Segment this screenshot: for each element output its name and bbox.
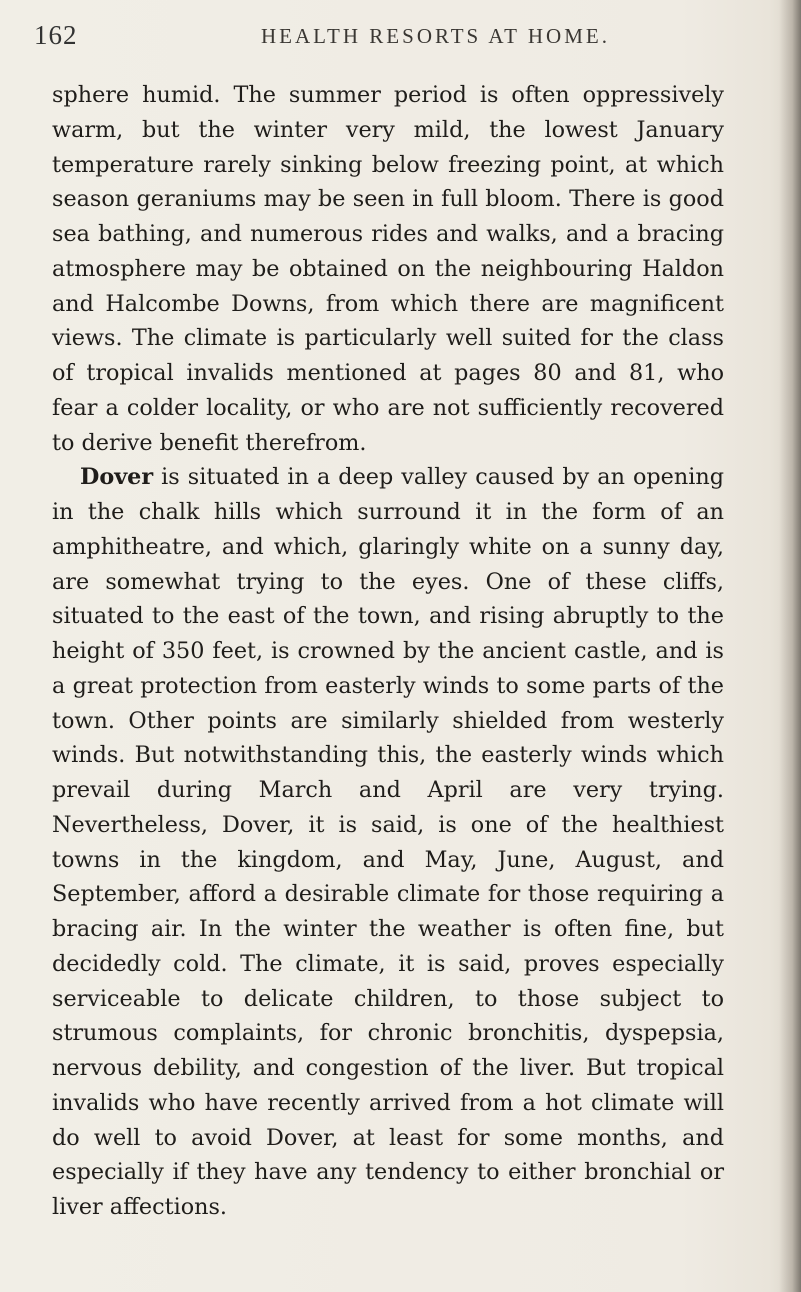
paragraph-dover-text: is situated in a deep valley caused by an opening in the chalk hills which surround it in the form of an amphitheatre, and which, glaringly white on a sunny day, are somewhat trying to the eyes. One of these cliffs, situated to the east of the town, and rising abruptly to the height of 350 feet, is crowned by the ancient castle, and is a great protection from easterly winds to some parts of the town. Other points are similarly shielded from westerly winds. But notwithstanding this, the easterly winds which prevail during March and April are very trying. Nevertheless, Dover, it is said, is one of the healthiest towns in the kingdom, and May, June, August, and September, afford a desirable climate for those requiring a bracing air. In the winter the weather is often fine, but decidedly cold. The climate, it is said, proves especially serviceable to delicate children, to those subject to strumous complaints, for chronic bronchitis, dyspepsia, nervous debility, and congestion of the liver. But tropical invalids who have recently arrived from a hot climate will do well to avoid Dover, at least for some months, and especially if they have any tendency to either bronchial or liver affections. [52, 464, 724, 1220]
body-text [52, 78, 724, 1225]
page-number: 162 [34, 20, 78, 50]
paragraph-dover [52, 460, 724, 1225]
paragraph-continued: sphere humid. The summer period is often oppressively warm, but the winter very mild, the lowest January temperature rarely sinking below freezing point, at which season geraniums may be seen in full bloom. There is good sea bathing, and numerous rides and walks, and a bracing atmosphere may be obtained on the neighbouring Haldon and Halcombe Downs, from which there are magnificent views. The climate is particularly well suited for the class of tropical invalids mentioned at pages 80 and 81, who fear a colder locality, or who are not sufficiently recovered to derive benefit therefrom. [52, 82, 724, 456]
running-title: HEALTH RESORTS AT HOME. [261, 24, 610, 48]
page-edge-shadow [779, 0, 801, 1292]
entry-heading-dover: Dover [80, 464, 154, 491]
running-head [34, 12, 734, 68]
